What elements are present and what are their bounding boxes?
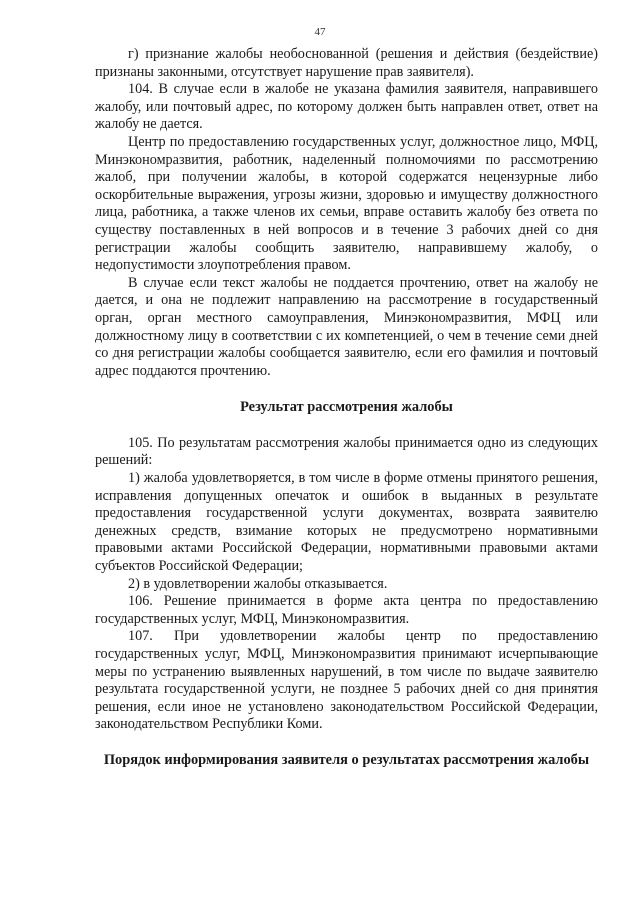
document-body	[95, 46, 598, 770]
paragraph-center-rights: Центр по предоставлению государственных услуг, должностное лицо, МФЦ, Минэкономразвития, работник, наделенный полномочиями по рассмотрению жалоб, при получении жалобы, в которой содержатся нецензурные либо оскорбительные выражения, угрозы жизни, здоровью и имуществу должностного лица, работника, а также членов их семьи, вправе оставить жалобу без ответа по существу поставленных в ней вопросов и в течение 3 рабочих дней со дня регистрации жалобы сообщить заявителю, направившему жалобу, о недопустимости злоупотребления правом.	[95, 133, 598, 274]
paragraph-105: 105. По результатам рассмотрения жалобы принимается одно из следующих решений:	[95, 434, 598, 469]
paragraph-item-g: г) признание жалобы необоснованной (решения и действия (бездействие) признаны законными, отсутствует нарушение прав заявителя).	[95, 46, 598, 80]
page-number: 47	[314, 26, 326, 38]
paragraph-106: 106. Решение принимается в форме акта центра по предоставлению государственных услуг, МФЦ, Минэкономразвития.	[95, 593, 598, 627]
paragraph-107: 107. При удовлетворении жалобы центр по предоставлению государственных услуг, МФЦ, Минэкономразвития принимают исчерпывающие меры по устранению выявленных нарушений, в том числе по выдаче заявителю результата государственной услуги, не позднее 5 рабочих дней со дня принятия решения, если иное не установлено законодательством Российской Федерации, законодательством Республики Коми.	[95, 628, 598, 733]
paragraph-unreadable-text: В случае если текст жалобы не поддается прочтению, ответ на жалобу не дается, и она не подлежит направлению на рассмотрение в государственный орган, орган местного самоуправления, Минэкономразвития, МФЦ или должностному лицу в соответствии с их компетенцией, о чем в течение семи дней со дня регистрации жалобы сообщается заявителю, если его фамилия и почтовый адрес поддаются прочтению.	[95, 274, 598, 379]
section-heading-inform: Порядок информирования заявителя о результатах рассмотрения жалобы	[103, 751, 590, 768]
section-heading-result: Результат рассмотрения жалобы	[240, 399, 453, 416]
paragraph-decision-1: 1) жалоба удовлетворяется, в том числе в форме отмены принятого решения, исправления допущенных опечаток и ошибок в выданных в результате предоставления государственной услуги документах, возврата заявителю денежных средств, взимание которых не предусмотрено нормативными правовыми актами Российской Федерации, нормативными правовыми актами субъектов Российской Федерации;	[95, 470, 598, 575]
paragraph-decision-2: 2) в удовлетворении жалобы отказывается.	[128, 575, 388, 592]
paragraph-104: 104. В случае если в жалобе не указана фамилия заявителя, направившего жалобу, или почтовый адрес, по которому должен быть направлен ответ, ответ на жалобу не дается.	[95, 81, 598, 133]
